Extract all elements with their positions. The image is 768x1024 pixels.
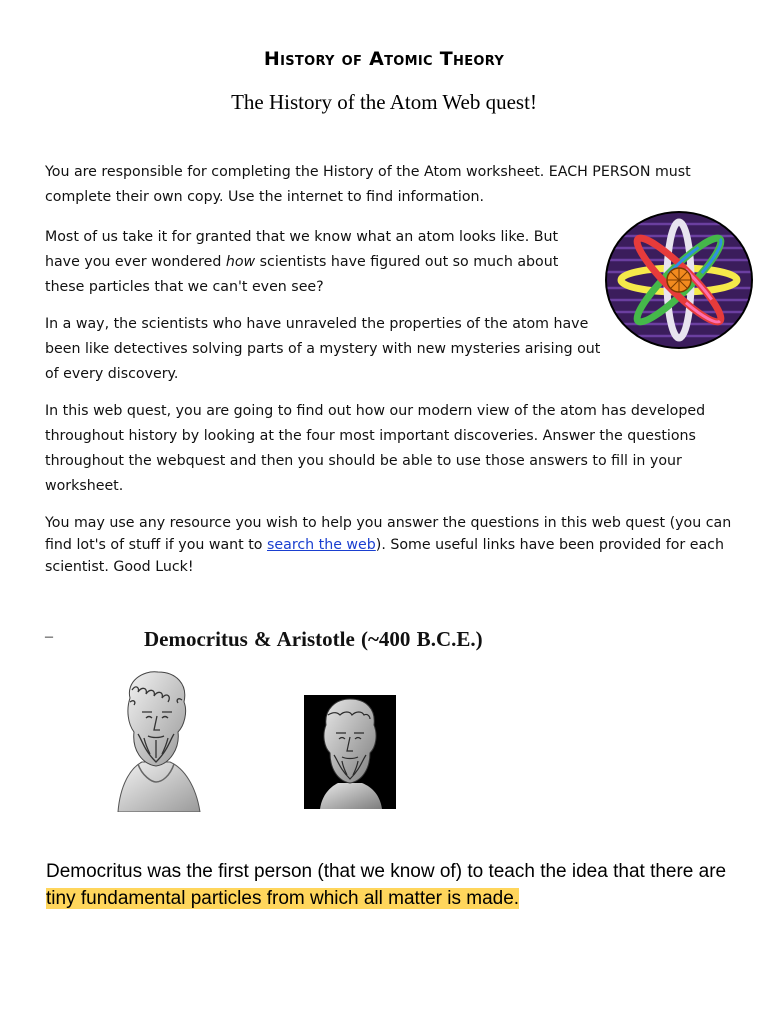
intro-paragraph-2-end: scientists have figured out so much about these particles that we can't even see? bbox=[45, 254, 559, 295]
democritus-bust-image bbox=[108, 668, 204, 812]
intro-paragraph-5 bbox=[45, 512, 745, 578]
list-dash: – bbox=[45, 628, 53, 645]
closing-sentence-start: Democritus was the first person (that we know of) to teach the idea that there are bbox=[46, 861, 727, 882]
intro-paragraph-1: You are responsible for completing the History of the Atom worksheet. EACH PERSON must complete their own copy. Use the internet to find information. bbox=[45, 164, 691, 205]
aristotle-bust-image bbox=[304, 695, 396, 809]
intro-paragraph-2 bbox=[45, 225, 593, 300]
search-the-web-link[interactable]: search the web bbox=[267, 537, 376, 553]
highlighted-key-idea: tiny fundamental particles from which all matter is made. bbox=[46, 888, 520, 909]
intro-paragraph-2-emphasis: how bbox=[225, 254, 256, 270]
section-heading: Democritus & Aristotle (~400 B.C.E.) bbox=[144, 627, 483, 651]
intro-paragraph-2-start: Most of us take it for granted that we know what an atom looks like. But have you ever wondered bbox=[45, 229, 559, 270]
intro-paragraph-4: In this web quest, you are going to find out how our modern view of the atom has developed throughout history by looking at the four most important discoveries. Answer the questions throughout the webquest and then you should be able to use those answers to fill in your worksheet. bbox=[45, 403, 706, 494]
intro-paragraph-5-start: You may use any resource you wish to help you answer the questions in this web quest (you can find lot's of stuff if you want to bbox=[45, 515, 732, 553]
atom-emblem-icon bbox=[603, 210, 755, 350]
intro-paragraph-5-end: ). Some useful links have been provided for each scientist. Good Luck! bbox=[45, 537, 724, 575]
closing-sentence bbox=[46, 858, 736, 912]
document-title: History of Atomic Theory bbox=[263, 48, 505, 70]
intro-paragraph-3: In a way, the scientists who have unraveled the properties of the atom have been like detectives solving parts of a mystery with new mysteries arising out of every discovery. bbox=[45, 316, 601, 382]
document-subtitle: The History of the Atom Web quest! bbox=[231, 90, 537, 114]
